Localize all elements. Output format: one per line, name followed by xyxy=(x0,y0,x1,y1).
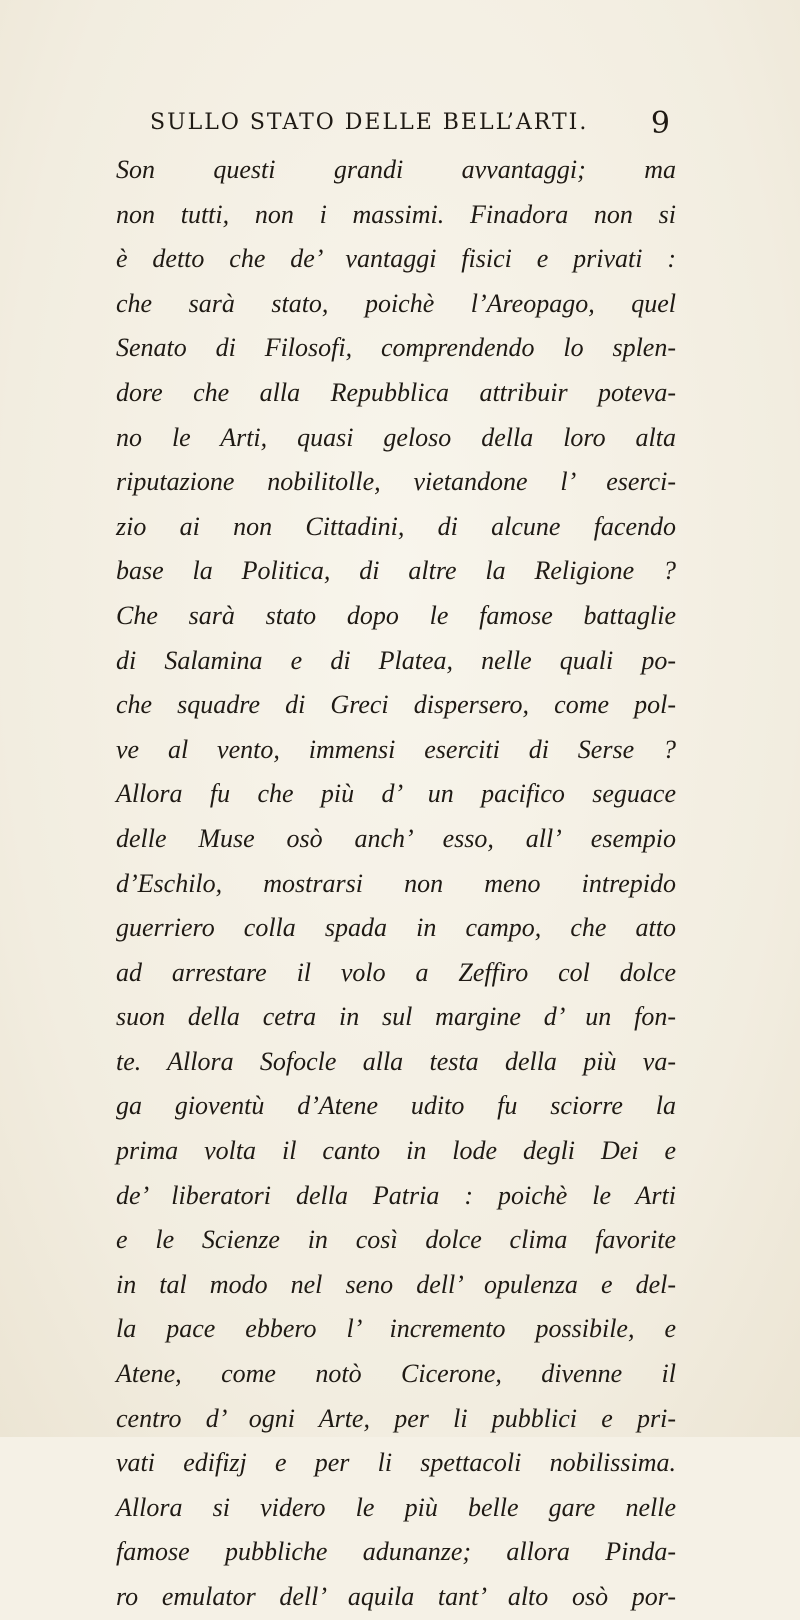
text-line: d’Eschilo, mostrarsi non meno intrepido xyxy=(116,868,676,898)
text-line: guerriero colla spada in campo, che atto xyxy=(116,913,676,943)
text-line: te. Allora Sofocle alla testa della più va- xyxy=(116,1046,676,1076)
text-line: suon della cetra in sul margine d’ un fon- xyxy=(116,1002,676,1032)
text-line: ad arrestare il volo a Zeffiro col dolce xyxy=(116,957,676,987)
text-line: famose pubbliche adunanze; allora Pinda- xyxy=(116,1537,676,1567)
text-line: Che sarà stato dopo le famose battaglie xyxy=(116,600,676,630)
text-line: e le Scienze in così dolce clima favorite xyxy=(116,1225,676,1255)
text-line: Allora fu che più d’ un pacifico seguace xyxy=(116,779,676,809)
text-line: vati edifizj e per li spettacoli nobilissima. xyxy=(116,1448,676,1478)
text-line: che squadre di Greci dispersero, come pol- xyxy=(116,690,676,720)
text-line: ve al vento, immensi eserciti di Serse ? xyxy=(116,734,676,764)
text-line: in tal modo nel seno dell’ opulenza e del- xyxy=(116,1269,676,1299)
text-line: dore che alla Repubblica attribuir poteva- xyxy=(116,377,676,407)
text-line: è detto che de’ vantaggi fisici e privati : xyxy=(116,244,676,274)
text-line: ro emulator dell’ aquila tant’ alto osò por- xyxy=(116,1582,676,1611)
running-head: SULLO STATO DELLE BELL’ARTI. xyxy=(150,110,589,135)
text-line: zio ai non Cittadini, di alcune facendo xyxy=(116,511,676,541)
text-line: de’ liberatori della Patria : poichè le Arti xyxy=(116,1180,676,1210)
text-line: centro d’ ogni Arte, per li pubblici e pri- xyxy=(116,1403,676,1433)
text-line: base la Politica, di altre la Religione ? xyxy=(116,556,676,586)
text-line: non tutti, non i massimi. Finadora non si xyxy=(116,199,676,229)
text-line: prima volta il canto in lode degli Dei e xyxy=(116,1136,676,1166)
body-text xyxy=(116,148,676,1620)
text-line: riputazione nobilitolle, vietandone l’ eserci- xyxy=(116,467,676,497)
text-line: delle Muse osò anch’ esso, all’ esempio xyxy=(116,823,676,853)
text-line: no le Arti, quasi geloso della loro alta xyxy=(116,422,676,452)
text-line: Son questi grandi avvantaggi; ma xyxy=(116,155,676,184)
text-line: Allora si videro le più belle gare nelle xyxy=(116,1492,676,1522)
page-header xyxy=(150,106,670,146)
page-number: 9 xyxy=(650,106,670,141)
text-line: Senato di Filosofi, comprendendo lo splen- xyxy=(116,333,676,363)
text-line: Atene, come notò Cicerone, divenne il xyxy=(116,1359,676,1389)
text-line: di Salamina e di Platea, nelle quali po- xyxy=(116,645,676,675)
text-line: la pace ebbero l’ incremento possibile, e xyxy=(116,1314,676,1344)
text-line: che sarà stato, poichè l’Areopago, quel xyxy=(116,288,676,318)
text-line: ga gioventù d’Atene udito fu sciorre la xyxy=(116,1091,676,1121)
